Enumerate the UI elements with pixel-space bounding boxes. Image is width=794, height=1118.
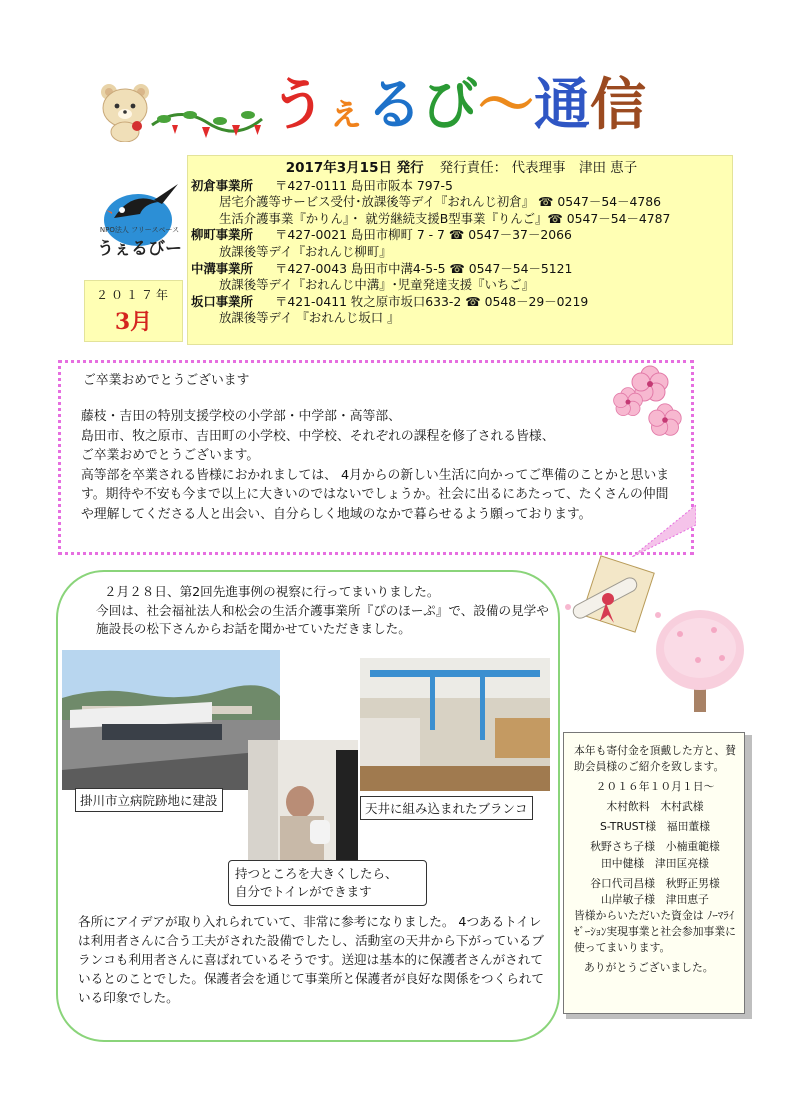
publication-date: 2017年3月15日 発行 xyxy=(285,160,424,176)
office-service-line: 生活介護事業『かりん』・ 就労継続支援B型事業『りんご』☎ 0547－54－4787 xyxy=(219,210,671,226)
graduation-paragraph: ご卒業おめでとうございます。 xyxy=(81,448,260,464)
cherry-blossom-icon xyxy=(610,362,690,452)
building-photo-caption: 掛川市立病院跡地に建設 xyxy=(75,788,223,812)
title-char: る xyxy=(366,72,422,138)
publication-line xyxy=(191,160,732,177)
logo-name: うぇるびー xyxy=(97,239,182,259)
office-address: 〒427-0111 島田市阪本 797-5 xyxy=(274,177,453,193)
office-address: 〒427-0021 島田市柳町 7 - 7 ☎ 0547－37－2066 xyxy=(274,227,572,243)
donor-name-row: 谷口代司昌様 秋野正男様 xyxy=(590,876,720,890)
title-char: ～ xyxy=(478,72,534,138)
office-service-line: 居宅介護等サービス受付･放課後等デイ『おれんじ初倉』 ☎ 0547－54－4786 xyxy=(219,194,662,210)
donor-since: ２０１６年１０月１日～ xyxy=(595,780,715,794)
caption-line: 持つところを大きくしたら、 xyxy=(235,866,398,881)
office-nakamizo xyxy=(191,261,732,294)
office-yanagimachi xyxy=(191,227,732,260)
office-name: 中溝事業所 xyxy=(191,260,253,276)
page-fold-decoration xyxy=(596,505,696,557)
donor-name-row: 木村飲料 木村武様 xyxy=(606,800,704,814)
office-service-line: 放課後等デイ 『おれんじ坂口 』 xyxy=(219,310,400,326)
title-char: 信 xyxy=(590,72,646,138)
title-char: び xyxy=(422,72,478,138)
office-info-box xyxy=(187,155,733,345)
title-char: う xyxy=(270,72,326,138)
publisher: 発行責任： 代表理事 津田 恵子 xyxy=(439,160,638,176)
graduation-body xyxy=(81,407,671,525)
donor-usage: 皆様からいただいた資金は ﾉｰﾏﾗｲｾﾞｰｼｮﾝ実現事業と社会参加事業に使ってまいります。 xyxy=(574,908,736,955)
graduation-title: ご卒業おめでとうございます xyxy=(83,373,250,388)
report-intro-line: ２月２８日、第2回先進事例の視察に行ってまいりました。 xyxy=(104,584,440,599)
bear-mascot-icon xyxy=(95,80,155,142)
donor-name-row: 田中健様 津田匡亮様 xyxy=(601,856,709,870)
issue-year: ２０１７年 xyxy=(95,288,171,302)
toilet-photo-caption xyxy=(228,860,427,906)
issue-month: 3月 xyxy=(114,309,153,335)
donor-list-box xyxy=(563,732,745,1014)
caption-line: 自分でトイレができます xyxy=(235,884,372,899)
donor-name-row: 秋野さち子様 小楠重範様 xyxy=(590,840,720,854)
office-address: 〒427-0043 島田市中溝4-5-5 ☎ 0547－54－5121 xyxy=(274,260,573,276)
title-char: ぇ xyxy=(326,87,366,134)
donor-thanks: ありがとうございました。 xyxy=(584,961,714,975)
office-service-line: 放課後等デイ『おれんじ中溝』･児童発達支援『いちご』 xyxy=(219,277,535,293)
title-char: 通 xyxy=(534,72,590,138)
donor-intro: 本年も寄付金を頂戴した方と、賛助会員様のご紹介を致します。 xyxy=(574,744,736,774)
logo-org-type: NPO法人 フリースペース xyxy=(99,226,180,234)
graduation-paragraph: 島田市、牧之原市、吉田町の小学校、中学校、それぞれの課程を修了される皆様、 xyxy=(81,428,555,444)
office-hatsukura xyxy=(191,178,732,228)
office-name: 坂口事業所 xyxy=(191,293,253,309)
office-name: 柳町事業所 xyxy=(191,227,253,243)
newsletter-title xyxy=(270,70,710,150)
visit-report-intro xyxy=(96,583,556,639)
report-paragraph: 各所にアイデアが取り入れられていて、非常に参考になりました。 4つあるトイレは利用者さんに合う工夫がされた設備でしたし、活動室の天井から下がっているブランコも利用者さんに喜ばれているそうです。送迎は基本的に保護者さんがされているとのことでした。保護者会を通じて事業所と保護者が良好な関係をつくられている印象でした。 xyxy=(78,914,544,1005)
ceiling-swing-caption: 天井に組み込まれたブランコ xyxy=(360,796,533,820)
graduation-paragraph: 高等部を卒業される皆様におかれましては、 4月からの新しい生活に向かってご準備のことかと思います。期待や不安も今まで以上に大きいのではないでしょうか。社会に出るにあたって、たくさんの仲間や理解してくださる人と出会い、自分らしく地域のなかで暮らせるよう願っております。 xyxy=(81,467,670,522)
donor-name-row: S-TRUST様 福田董様 xyxy=(600,820,710,834)
donor-name-row: 山岸敏子様 津田恵子 xyxy=(601,892,709,906)
office-sakaguchi xyxy=(191,294,732,327)
visit-report-body xyxy=(78,912,548,1007)
report-intro-line: 今回は、社会福祉法人和松会の生活介護事業所『ぴのほーぷ』で、設備の見学や施設長の松下さんからお話を聞かせていただきました。 xyxy=(96,602,549,636)
office-service-line: 放課後等デイ『おれんじ柳町』 xyxy=(219,243,392,259)
graduation-paragraph: 藤枝・吉田の特別支援学校の小学部・中学部・高等部、 xyxy=(81,409,401,424)
toilet-photo xyxy=(248,740,358,860)
strawberry-decoration-icon xyxy=(150,95,265,140)
ceiling-swing-photo xyxy=(360,658,550,791)
cherry-tree-icon xyxy=(650,600,750,720)
office-address: 〒421-0411 牧之原市坂口633-2 ☎ 0548－29－0219 xyxy=(274,293,589,309)
issue-date-box xyxy=(84,280,183,342)
office-name: 初倉事業所 xyxy=(191,177,253,193)
